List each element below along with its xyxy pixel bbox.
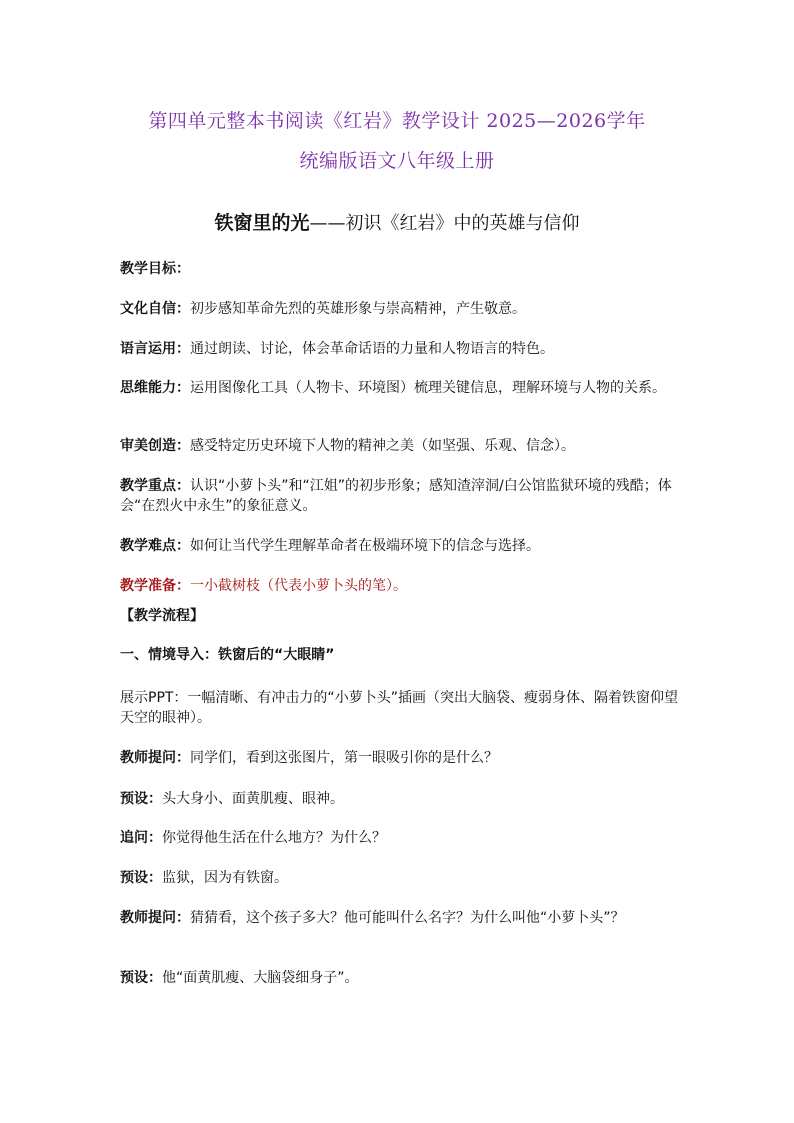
process-heading: 【教学流程】 — [120, 608, 204, 624]
document-title-line2: 统编版语文八年级上册 — [299, 150, 495, 172]
teaching-key-point: 教学重点：认识“小萝卜头”和“江姐”的初步形象；感知渣滓洞/白公馆监狱环境的残酷；体会“在烈火中永生”的象征意义。 — [120, 478, 672, 514]
teaching-difficulty: 教学难点：如何让当代学生理解革命者在极端环境下的信念与选择。 — [120, 538, 540, 554]
document-title-line1: 第四单元整本书阅读《红岩》教学设计 2025—2026学年 — [148, 110, 646, 132]
preset-answer-3: 预设：他“面黄肌瘦、大脑袋细身子”。 — [120, 970, 359, 986]
objective-aesthetic: 审美创造：感受特定历史环境下人物的精神之美（如坚强、乐观、信念）。 — [120, 438, 575, 454]
show-ppt-paragraph: 展示PPT：一幅清晰、有冲击力的“小萝卜头”插画（突出大脑袋、瘦弱身体、隔着铁窗仰望天空的眼神）。 — [120, 690, 678, 726]
teacher-question-1: 教师提问：同学们，看到这张图片，第一眼吸引你的是什么？ — [120, 750, 498, 766]
objective-thinking: 思维能力：运用图像化工具（人物卡、环境图）梳理关键信息，理解环境与人物的关系。 — [120, 380, 666, 396]
preset-answer-1: 预设：头大身小、面黄肌瘦、眼神。 — [120, 791, 344, 807]
preset-answer-2: 预设：监狱，因为有铁窗。 — [120, 870, 288, 886]
objectives-heading: 教学目标： — [120, 261, 190, 277]
lesson-title-main: 铁窗里的光 — [214, 212, 310, 234]
follow-up-question: 追问：你觉得他生活在什么地方？为什么？ — [120, 830, 386, 846]
teaching-preparation: 教学准备：一小截树枝（代表小萝卜头的笔）。 — [120, 578, 407, 594]
section-heading-1: 一、情境导入：铁窗后的“大眼睛” — [120, 647, 335, 663]
objective-language: 语言运用：通过朗读、讨论，体会革命话语的力量和人物语言的特色。 — [120, 341, 554, 357]
objective-culture: 文化自信：初步感知革命先烈的英雄形象与崇高精神，产生敬意。 — [120, 301, 526, 317]
lesson-title — [100, 208, 694, 235]
lesson-title-sub: ——初识《红岩》中的英雄与信仰 — [309, 213, 580, 234]
teacher-question-2: 教师提问：猜猜看，这个孩子多大？他可能叫什么名字？为什么叫他“小萝卜头”？ — [120, 910, 625, 926]
